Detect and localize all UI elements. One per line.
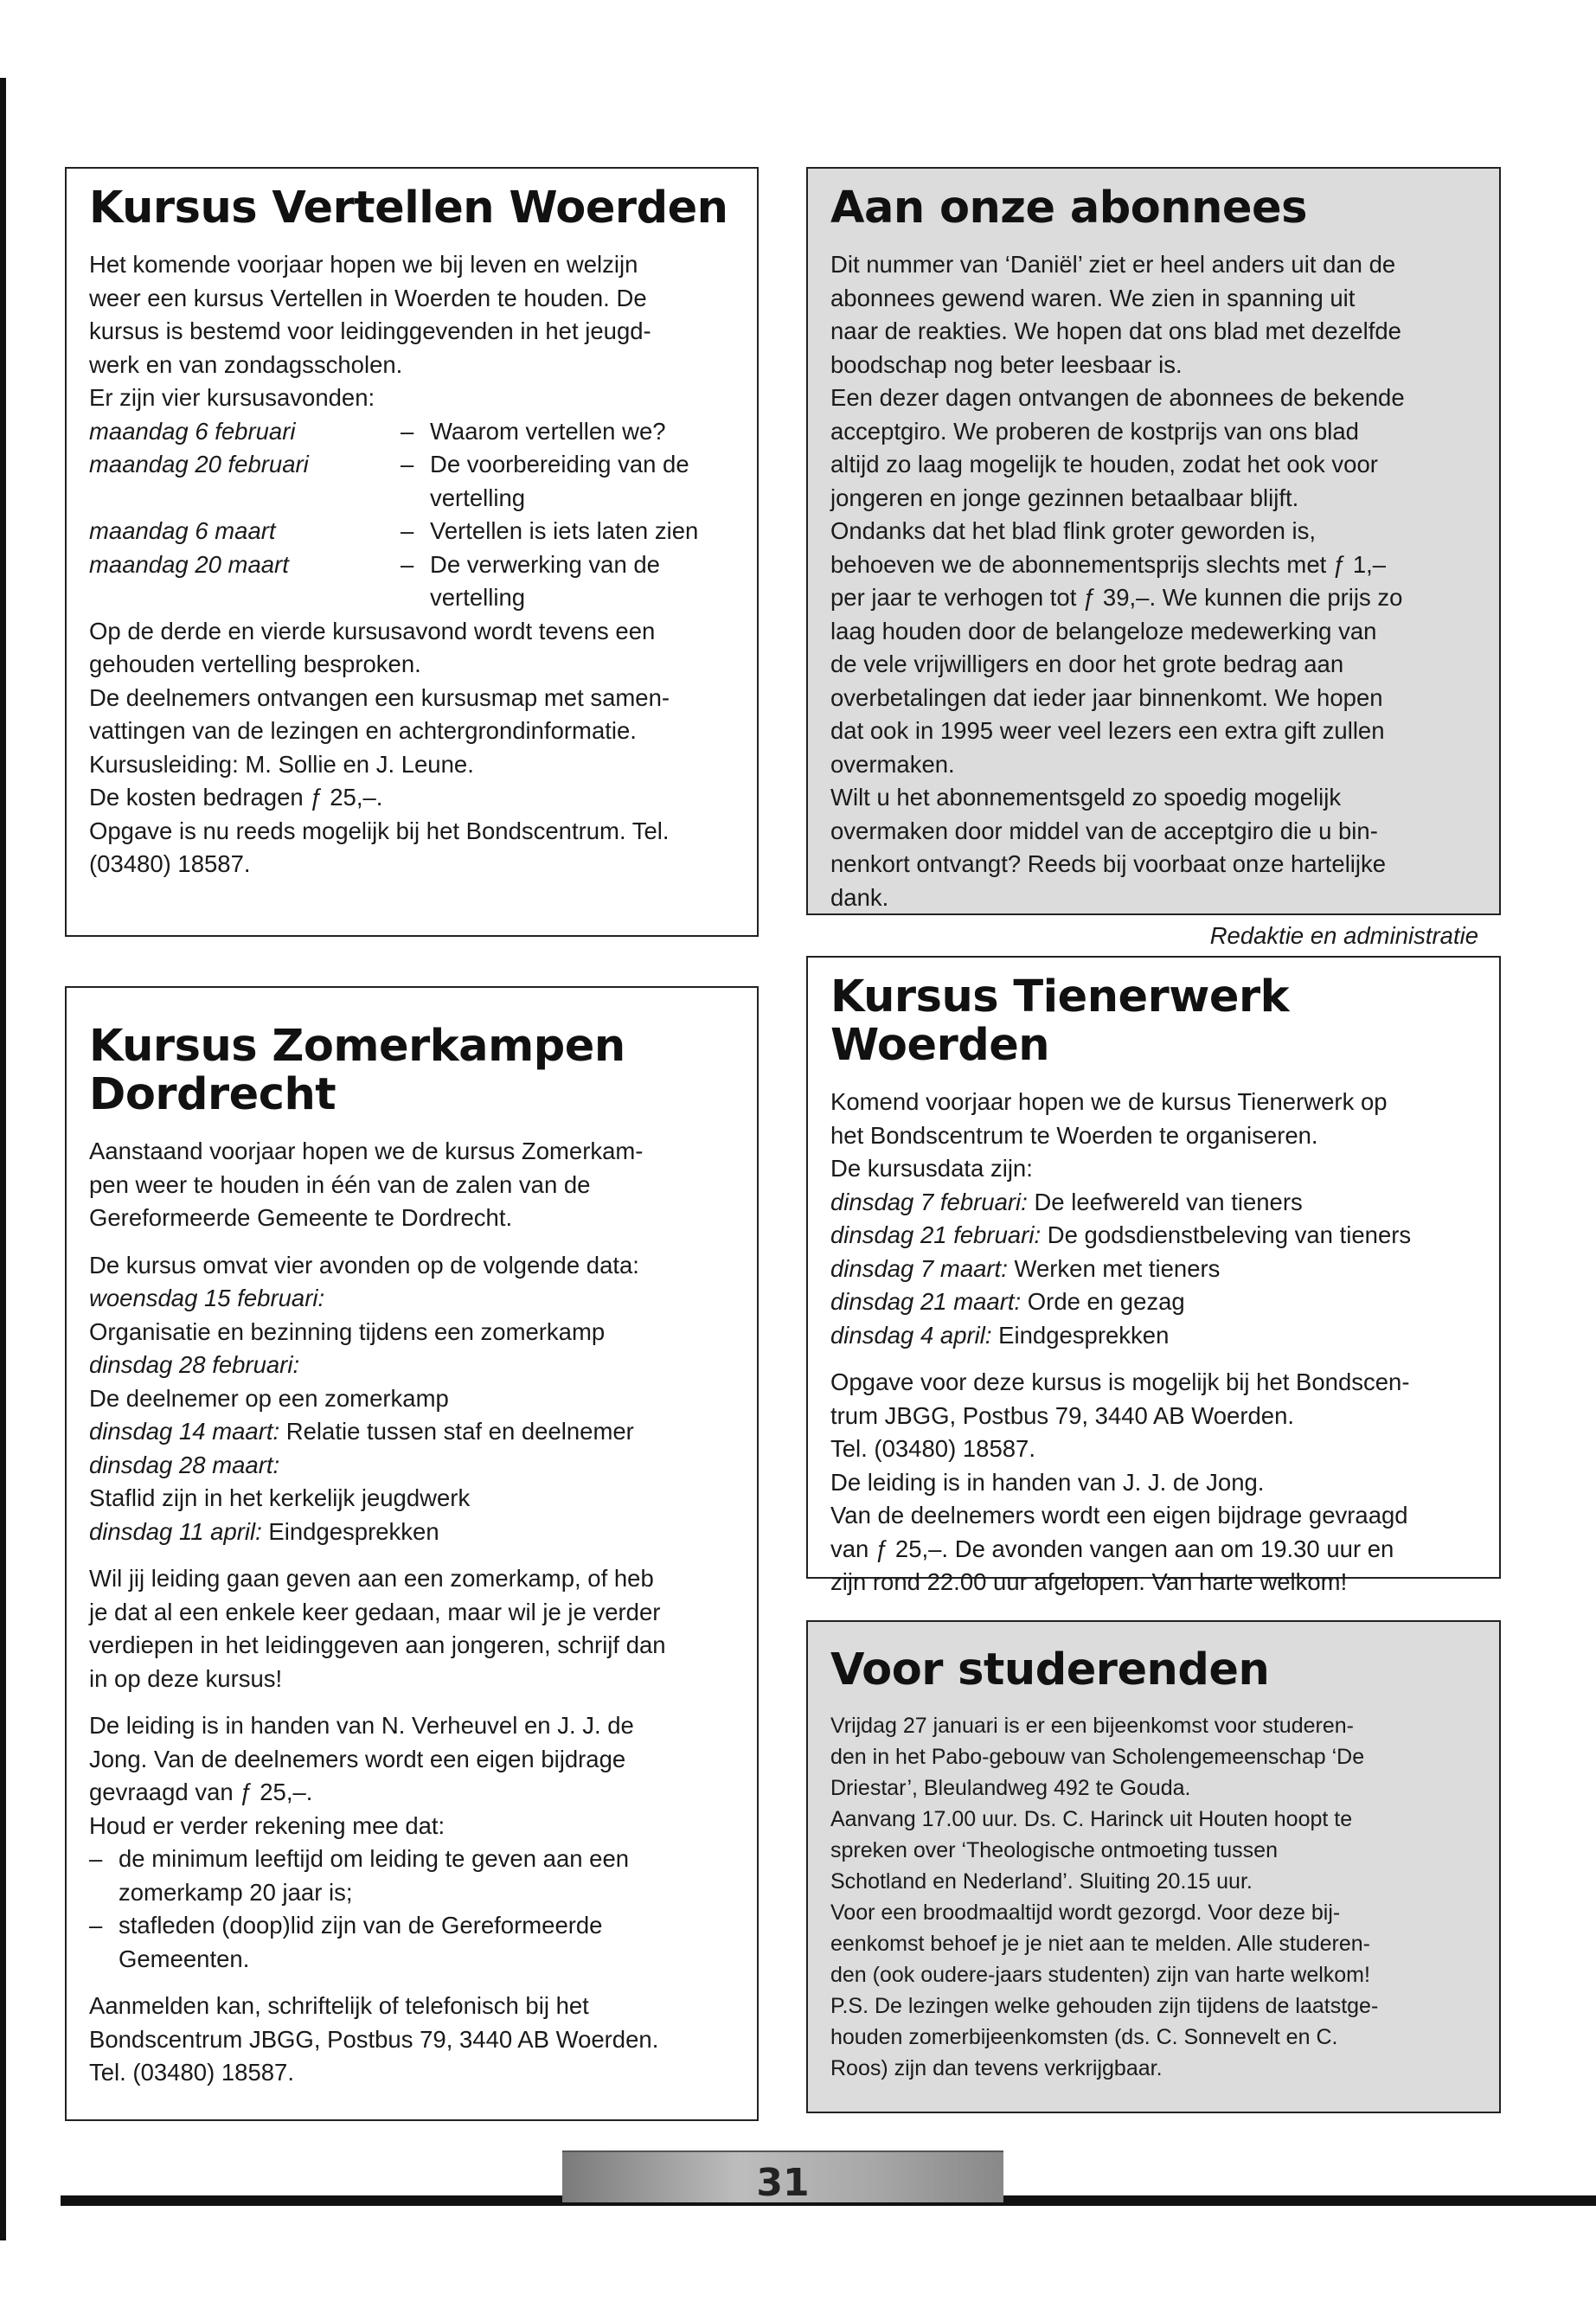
article-line: eenkomst behoef je je niet aan te melden. Alle studeren-	[830, 1932, 1371, 1956]
schedule-topic: De voorbereiding van de vertelling	[430, 451, 689, 511]
list-item: – de minimum leeftijd om leiding te geven aan een zomerkamp 20 jaar is;	[89, 1845, 630, 1906]
article-line: overmaken door middel van de acceptgiro die u bin-	[830, 817, 1378, 844]
article-line: De leiding is in handen van N. Verheuvel en J. J. de	[89, 1712, 634, 1739]
article-line: zijn rond 22.00 uur afgelopen. Van harte welkom!	[830, 1568, 1348, 1595]
schedule-topic: Eindgesprekken	[268, 1517, 439, 1545]
list-item-line: Gemeenten.	[119, 1945, 250, 1972]
signature: Redaktie en administratie	[1209, 922, 1478, 949]
schedule-date: woensdag 15 februari:	[89, 1285, 325, 1311]
article-line: houden zomerbijeenkomsten (ds. C. Sonnevelt en C.	[830, 2025, 1338, 2049]
schedule-topic: Orde en gezag	[1027, 1288, 1185, 1315]
article-line: het Bondscentrum te Woerden te organiseren.	[830, 1121, 1318, 1149]
article-line: weer een kursus Vertellen in Woerden te houden. De	[89, 284, 647, 311]
title-line: Dordrecht	[89, 1069, 337, 1120]
article-line: Jong. Van de deelnemers wordt een eigen bijdrage	[89, 1745, 626, 1772]
article-line: abonnees gewend waren. We zien in spanning uit	[830, 284, 1356, 311]
schedule-date: maandag 6 februari	[89, 417, 296, 445]
schedule-topic: Staflid zijn in het kerkelijk jeugdwerk	[89, 1484, 471, 1511]
article-line: acceptgiro. We proberen de kostprijs van ons blad	[830, 417, 1359, 445]
article-line: Roos) zijn dan tevens verkrijgbaar.	[830, 2056, 1163, 2080]
schedule-row: maandag 20 maart – De verwerking van de vertelling	[89, 548, 736, 615]
article-line: spreken over ‘Theologische ontmoeting tussen	[830, 1838, 1278, 1862]
article-line: Opgave voor deze kursus is mogelijk bij het Bondscen-	[830, 1368, 1410, 1395]
title-line: Kursus Zomerkampen	[89, 1021, 625, 1072]
article-line: Kursusleiding: M. Sollie en J. Leune.	[89, 750, 474, 778]
article-line: Een dezer dagen ontvangen de abonnees de bekende	[830, 384, 1405, 411]
schedule-topic: De verwerking van de vertelling	[430, 550, 660, 611]
article-line: pen weer te houden in één van de zalen van de	[89, 1170, 591, 1198]
schedule-date: dinsdag 7 maart:	[830, 1254, 1008, 1282]
article-line: Aanmelden kan, schriftelijk of telefonisch bij het	[89, 1992, 589, 2019]
article-line: Bondscentrum JBGG, Postbus 79, 3440 AB Woerden.	[89, 2025, 659, 2053]
schedule-date: dinsdag 21 februari:	[830, 1221, 1042, 1248]
article-line: Opgave is nu reeds mogelijk bij het Bondscentrum. Tel.	[89, 817, 670, 844]
article-line: gehouden vertelling besproken.	[89, 651, 421, 677]
article-line: Driestar’, Bleulandweg 492 te Gouda.	[830, 1776, 1191, 1800]
article-line: naar de reakties. We hopen dat ons blad met dezelfde	[830, 317, 1401, 344]
article-kursus-vertellen	[65, 167, 759, 937]
article-line: Wilt u het abonnementsgeld zo spoedig mogelijk	[830, 784, 1342, 811]
schedule-date: maandag 20 maart	[89, 550, 289, 578]
article-line: in op deze kursus!	[89, 1664, 283, 1692]
article-line: De kursusdata zijn:	[830, 1155, 1033, 1182]
article-aan-onze-abonnees	[806, 167, 1501, 949]
article-line: Ondanks dat het blad flink groter geworden is,	[830, 517, 1317, 544]
article-line: boodschap nog beter leesbaar is.	[830, 350, 1183, 378]
schedule-row	[830, 1253, 1478, 1286]
schedule-row: maandag 6 februari – Waarom vertellen we?	[89, 415, 736, 449]
article-line: jongeren en jonge gezinnen betaalbaar blijft.	[830, 484, 1299, 511]
list-item-line: de minimum leeftijd om leiding te geven aan een	[119, 1845, 630, 1872]
schedule-row	[89, 1415, 736, 1449]
article-line: gevraagd van ƒ 25,–.	[89, 1779, 313, 1805]
article-line: De deelnemers ontvangen een kursusmap met samen-	[89, 683, 670, 711]
article-line: trum JBGG, Postbus 79, 3440 AB Woerden.	[830, 1401, 1295, 1429]
article-line: per jaar te verhogen tot ƒ 39,–. We kunnen die prijs zo	[830, 584, 1403, 611]
list-item-line: zomerkamp 20 jaar is;	[119, 1878, 353, 1906]
article-title: Kursus Vertellen Woerden	[89, 183, 728, 234]
schedule-topic: De deelnemer op een zomerkamp	[89, 1384, 449, 1412]
article-line: den (ook oudere-jaars studenten) zijn van harte welkom!	[830, 1963, 1370, 1987]
article-line: verdiepen in het leidinggeven aan jongeren, schrijf dan	[89, 1631, 666, 1658]
schedule-topic: De godsdienstbeleving van tieners	[1047, 1221, 1412, 1248]
schedule-topic: Werken met tieners	[1014, 1254, 1221, 1282]
article-line: Vrijdag 27 januari is er een bijeenkomst voor studeren-	[830, 1714, 1354, 1738]
article-line: Aanvang 17.00 uur. Ds. C. Harinck uit Houten hoopt te	[830, 1807, 1353, 1831]
article-line: Houd er verder rekening mee dat:	[89, 1811, 445, 1839]
article-line: je dat al een enkele keer gedaan, maar wil je je verder	[89, 1598, 661, 1625]
article-line: Wil jij leiding gaan geven aan een zomerkamp, of heb	[89, 1565, 654, 1592]
schedule-row	[830, 1319, 1478, 1353]
article-line: Op de derde en vierde kursusavond wordt tevens een	[89, 617, 656, 644]
schedule-row	[830, 1219, 1478, 1253]
article-line: Voor een broodmaaltijd wordt gezorgd. Voor deze bij-	[830, 1900, 1341, 1925]
schedule-topic: Eindgesprekken	[998, 1321, 1170, 1349]
article-line: overmaken.	[830, 750, 955, 778]
article-line: Komend voorjaar hopen we de kursus Tienerwerk op	[830, 1088, 1388, 1115]
article-line: (03480) 18587.	[89, 850, 251, 877]
article-line: Gereformeerde Gemeente te Dordrecht.	[89, 1204, 513, 1231]
schedule-date: dinsdag 28 februari:	[89, 1351, 300, 1378]
article-line: dat ook in 1995 weer veel lezers een extra gift zullen	[830, 717, 1385, 744]
article-line: van ƒ 25,–. De avonden vangen aan om 19.30 uur en	[830, 1535, 1394, 1562]
article-title	[89, 1022, 736, 1119]
article-line: Dit nummer van ‘Daniël’ ziet er heel anders uit dan de	[830, 251, 1396, 278]
schedule-date: maandag 20 februari	[89, 451, 309, 478]
schedule-date: dinsdag 4 april:	[830, 1321, 992, 1349]
article-line: De kursus omvat vier avonden op de volgende data:	[89, 1251, 639, 1279]
scan-edge-left	[0, 78, 6, 2240]
schedule-date: dinsdag 28 maart:	[89, 1451, 280, 1478]
article-line: den in het Pabo-gebouw van Scholengemeenschap ‘De	[830, 1745, 1365, 1769]
schedule-row	[89, 1516, 736, 1549]
article-title: Kursus Tienerwerk Woerden	[830, 971, 1290, 1071]
article-voor-studerenden	[806, 1620, 1501, 2113]
article-line: behoeven we de abonnementsprijs slechts met ƒ 1,–	[830, 550, 1387, 578]
article-title: Aan onze abonnees	[830, 183, 1307, 234]
article-line: Het komende voorjaar hopen we bij leven en welzijn	[89, 251, 638, 278]
article-line: Tel. (03480) 18587.	[89, 2059, 294, 2086]
schedule-date: dinsdag 11 april:	[89, 1517, 262, 1545]
article-line: kursus is bestemd voor leidinggevenden in het jeugd-	[89, 317, 651, 344]
article-kursus-zomerkampen	[65, 986, 759, 2121]
article-line: overbetalingen dat ieder jaar binnenkomt. We hopen	[830, 683, 1383, 711]
article-line: Schotland en Nederland’. Sluiting 20.15 uur.	[830, 1869, 1253, 1894]
article-kursus-tienerwerk	[806, 956, 1501, 1595]
schedule-topic: Organisatie en bezinning tijdens een zomerkamp	[89, 1317, 606, 1345]
schedule-topic: Vertellen is iets laten zien	[430, 517, 699, 544]
page-number-tab	[562, 2150, 1003, 2205]
schedule-row: maandag 20 februari – De voorbereiding van de vertelling	[89, 448, 736, 515]
list-item-line: stafleden (doop)lid zijn van de Gereformeerde	[119, 1912, 603, 1939]
schedule-date: maandag 6 maart	[89, 517, 276, 544]
article-line: Er zijn vier kursusavonden:	[89, 384, 375, 411]
schedule-row	[830, 1285, 1478, 1319]
schedule-date: dinsdag 7 februari:	[830, 1188, 1028, 1215]
schedule-topic: Relatie tussen staf en deelnemer	[285, 1418, 634, 1445]
article-line: vattingen van de lezingen en achtergrondinformatie.	[89, 717, 637, 744]
schedule-date: dinsdag 14 maart:	[89, 1418, 280, 1445]
article-line: P.S. De lezingen welke gehouden zijn tijdens de laatstge-	[830, 1994, 1379, 2018]
article-line: laag houden door de belangeloze medewerking van	[830, 617, 1377, 644]
article-line: dank.	[830, 883, 889, 911]
article-line: De kosten bedragen ƒ 25,–.	[89, 784, 383, 811]
article-line: Tel. (03480) 18587.	[830, 1435, 1035, 1462]
schedule-date: dinsdag 21 maart:	[830, 1288, 1022, 1315]
schedule-topic: Waarom vertellen we?	[430, 417, 666, 445]
article-line: altijd zo laag mogelijk te houden, zodat het ook voor	[830, 451, 1378, 478]
list-item: – stafleden (doop)lid zijn van de Gereformeerde Gemeenten.	[89, 1912, 603, 1972]
article-line: de vele vrijwilligers en door het grote bedrag aan	[830, 651, 1344, 677]
schedule-row	[830, 1186, 1478, 1220]
schedule-row: maandag 6 maart – Vertellen is iets laten zien	[89, 515, 736, 548]
article-line: De leiding is in handen van J. J. de Jong.	[830, 1468, 1265, 1496]
page-number: 31	[756, 2161, 810, 2205]
article-line: Aanstaand voorjaar hopen we de kursus Zomerkam-	[89, 1138, 644, 1164]
schedule-topic: De leefwereld van tieners	[1034, 1188, 1303, 1215]
article-title: Voor studerenden	[830, 1644, 1270, 1695]
article-line: nenkort ontvangt? Reeds bij voorbaat onze hartelijke	[830, 850, 1387, 877]
article-line: Van de deelnemers wordt een eigen bijdrage gevraagd	[830, 1502, 1408, 1529]
article-line: werk en van zondagsscholen.	[89, 350, 403, 378]
